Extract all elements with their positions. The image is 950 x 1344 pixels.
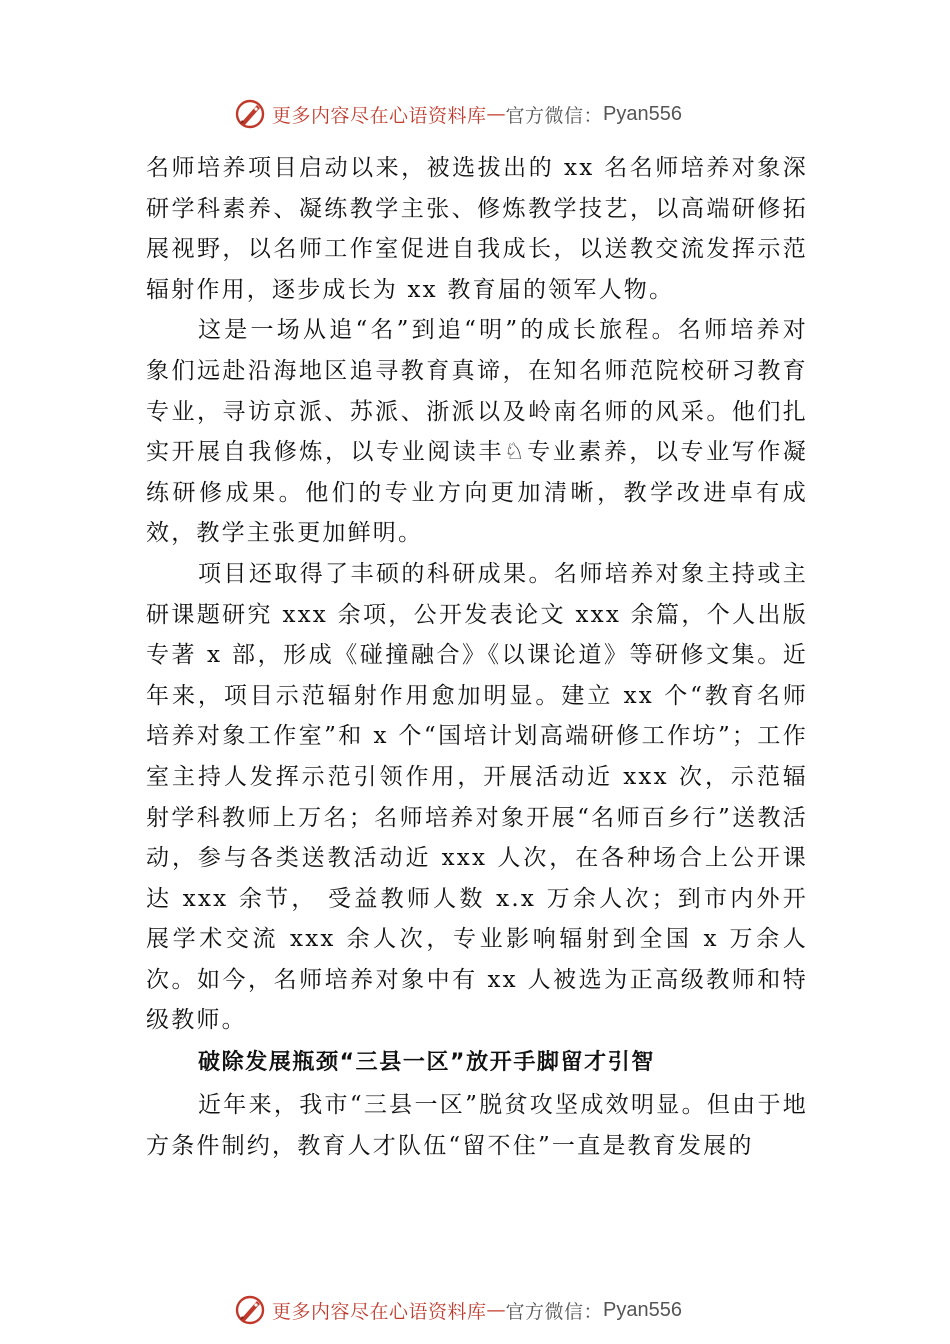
footer-wechat-id: Pyan556	[603, 1298, 682, 1321]
header-brand-text: 更多内容尽在心语资料库	[272, 104, 487, 127]
pen-nib-logo-icon	[232, 96, 268, 132]
pen-nib-logo-icon	[232, 1292, 268, 1328]
paragraph-1: 名师培养项目启动以来，被选拔出的 xx 名名师培养对象深研学科素养、凝练教学主张、修炼教学技艺，以高端研修拓展视野，以名师工作室促进自我成长，以送教交流发挥示范辐射作用，逐步成长为 xx 教育届的领军人物。	[146, 155, 808, 303]
footer-brand-text: 更多内容尽在心语资料库	[272, 1300, 487, 1323]
header-label: 官方微信：	[505, 104, 604, 127]
footer-label: 官方微信：	[505, 1300, 604, 1323]
document-body	[146, 148, 808, 1166]
footer-banner	[232, 1292, 752, 1328]
paragraph-4: 近年来，我市“三县一区”脱贫攻坚成效明显。但由于地方条件制约，教育人才队伍“留不住”一直是教育发展的	[146, 1092, 808, 1159]
paragraph-3: 项目还取得了丰硕的科研成果。名师培养对象主持或主研课题研究 xxx 余项，公开发表论文 xxx 余篇，个人出版专著 x 部，形成《碰撞融合》《以课论道》等研修文集。近年来，项目示范辐射作用愈加明显。建立 xx 个“教育名师培养对象工作室”和 x 个“国培计划高端研修工作坊”；工作室主持人发挥示范引领作用，开展活动近 xxx 次，示范辐射学科教师上万名；名师培养对象开展“名师百乡行”送教活动，参与各类送教活动近 xxx 人次，在各种场合上公开课达 xxx 余节， 受益教师人数 x.x 万余人次；到市内外开展学术交流 xxx 余人次，专业影响辐射到全国 x 万余人次。如今，名师培养对象中有 xx 人被选为正高级教师和特级教师。	[146, 560, 808, 1034]
header-banner	[232, 96, 752, 132]
section-heading: 破除发展瓶颈“三县一区”放开手脚留才引智	[198, 1050, 655, 1076]
header-dash: —	[486, 103, 506, 125]
header-wechat-id: Pyan556	[603, 102, 682, 125]
footer-dash: —	[486, 1299, 506, 1321]
paragraph-2: 这是一场从追“名”到追“明”的成长旅程。名师培养对象们远赴沿海地区追寻教育真谛，在知名师范院校研习教育专业，寻访京派、苏派、浙派以及岭南名师的风采。他们扎实开展自我修炼，以专业阅读丰♘专业素养，以专业写作凝练研修成果。他们的专业方向更加清晰，教学改进卓有成效，教学主张更加鲜明。	[146, 317, 808, 547]
